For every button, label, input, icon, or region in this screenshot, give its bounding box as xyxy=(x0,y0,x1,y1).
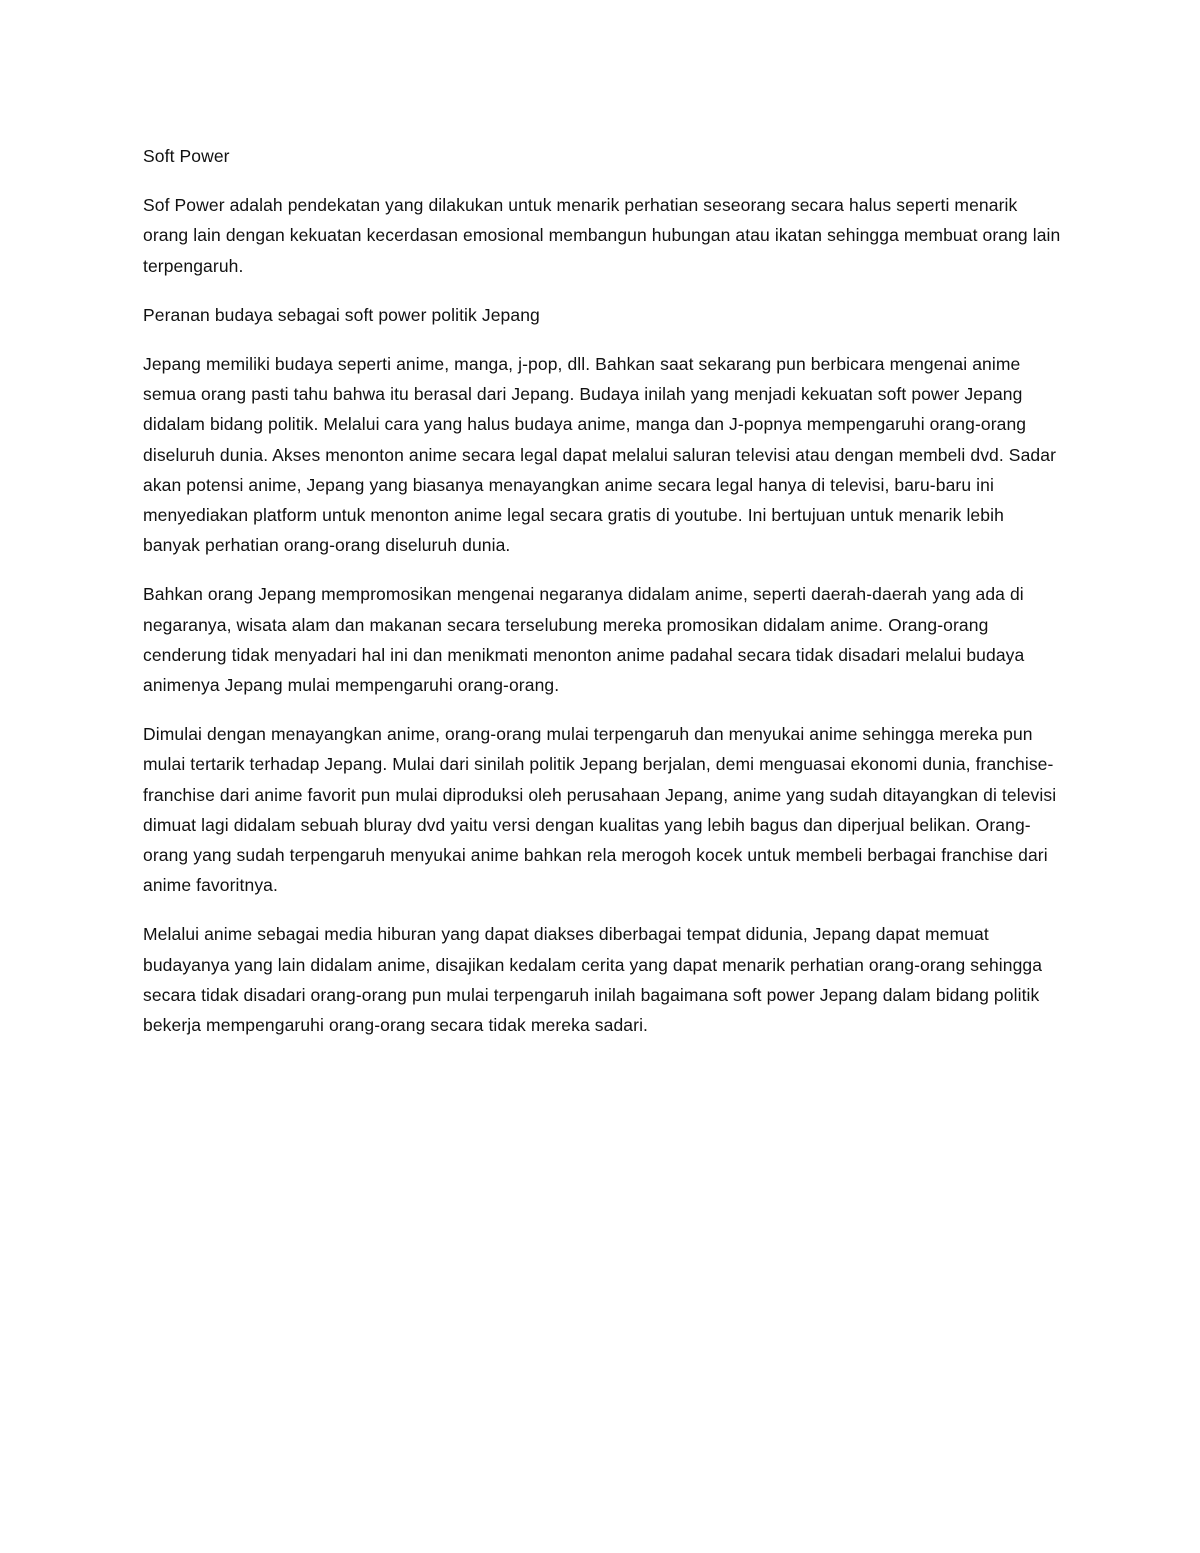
body-paragraph-2: Bahkan orang Jepang mempromosikan mengenai negaranya didalam anime, seperti daerah-daerah yang ada di negaranya, wisata alam dan makanan secara terselubung mereka promosikan didalam anime. Orang-orang cenderung tidak menyadari hal ini dan menikmati menonton anime padahal secara tidak disadari melalui budaya animenya Jepang mulai mempengaruhi orang-orang. xyxy=(143,584,1025,696)
definition-paragraph: Sof Power adalah pendekatan yang dilakukan untuk menarik perhatian seseorang secara halus seperti menarik orang lain dengan kekuatan kecerdasan emosional membangun hubungan atau ikatan sehingga membuat orang lain terpengaruh. xyxy=(143,195,1061,276)
body-paragraph-4: Melalui anime sebagai media hiburan yang dapat diakses diberbagai tempat didunia, Jepang dapat memuat budayanya yang lain didalam anime, disajikan kedalam cerita yang dapat menarik perhatian orang-orang sehingga secara tidak disadari orang-orang pun mulai terpengaruh inilah bagaimana soft power Jepang dalam bidang politik bekerja mempengaruhi orang-orang secara tidak mereka sadari. xyxy=(143,924,1043,1036)
section-subheading: Peranan budaya sebagai soft power politik Jepang xyxy=(143,304,540,325)
body-paragraph-1: Jepang memiliki budaya seperti anime, manga, j-pop, dll. Bahkan saat sekarang pun berbicara mengenai anime semua orang pasti tahu bahwa itu berasal dari Jepang. Budaya inilah yang menjadi kekuatan soft power Jepang didalam bidang politik. Melalui cara yang halus budaya anime, manga dan J-popnya mempengaruhi orang-orang diseluruh dunia. Akses menonton anime secara legal dapat melalui saluran televisi atau dengan membeli dvd. Sadar akan potensi anime, Jepang yang biasanya menayangkan anime secara legal hanya di televisi, baru-baru ini menyediakan platform untuk menonton anime legal secara gratis di youtube. Ini bertujuan untuk menarik lebih banyak perhatian orang-orang diseluruh dunia. xyxy=(143,354,1056,556)
document-title: Soft Power xyxy=(143,146,230,166)
document-body xyxy=(143,141,1063,1059)
body-paragraph-3: Dimulai dengan menayangkan anime, orang-orang mulai terpengaruh dan menyukai anime sehingga mereka pun mulai tertarik terhadap Jepang. Mulai dari sinilah politik Jepang berjalan, demi menguasai ekonomi dunia, franchise-franchise dari anime favorit pun mulai diproduksi oleh perusahaan Jepang, anime yang sudah ditayangkan di televisi dimuat lagi didalam sebuah bluray dvd yaitu versi dengan kualitas yang lebih bagus dan diperjual belikan. Orang-orang yang sudah terpengaruh menyukai anime bahkan rela merogoh kocek untuk membeli berbagai franchise dari anime favoritnya. xyxy=(143,724,1057,896)
